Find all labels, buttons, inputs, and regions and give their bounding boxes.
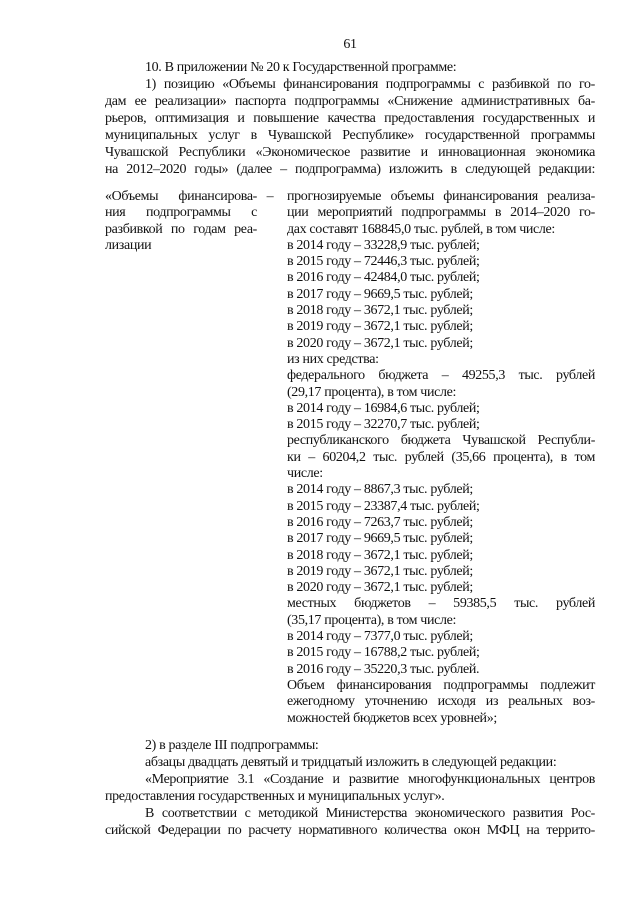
table-label-line: разбивкой по годам реа- — [105, 221, 257, 237]
table-value-line: федерального бюджета – 49255,3 тыс. рублей — [287, 368, 595, 384]
table-value-line: в 2016 году – 7263,7 тыс. рублей; — [287, 514, 473, 530]
table-value-line: в 2018 году – 3672,1 тыс. рублей; — [287, 303, 473, 319]
table-value-line: числе: — [287, 466, 323, 482]
table-value-line: в 2016 году – 42484,0 тыс. рублей; — [287, 270, 480, 286]
paragraph-line: предоставления государственных и муниципальных услуг». — [105, 789, 445, 804]
table-value-line: в 2014 году – 16984,6 тыс. рублей; — [287, 400, 480, 416]
table-value-line: в 2015 году – 72446,3 тыс. рублей; — [287, 254, 480, 270]
paragraph-line: сийской Федерации по расчету нормативного количества окон МФЦ на террито- — [105, 823, 595, 838]
table-value-line: в 2015 году – 32270,7 тыс. рублей; — [287, 417, 480, 433]
paragraph-line: 2) в разделе III подпрограммы: — [145, 738, 319, 753]
intro-paragraph — [105, 59, 595, 178]
table-value-line: в 2015 году – 23387,4 тыс. рублей; — [287, 498, 480, 514]
table-value-line: Объем финансирования подпрограммы подлежит — [287, 677, 595, 693]
table-value-line: в 2019 году – 3672,1 тыс. рублей; — [287, 319, 473, 335]
table-value-line: ки – 60204,2 тыс. рублей (35,66 процента), в том — [287, 449, 595, 465]
paragraph-line: 1) позицию «Объемы финансирования подпрограммы с разбивкой по го- — [145, 77, 595, 92]
paragraph-line: на 2012–2020 годы» (далее – подпрограмма) изложить в следующей редакции: — [105, 162, 595, 177]
table-value-line: из них средства: — [287, 351, 379, 367]
table-value-line: в 2018 году – 3672,1 тыс. рублей; — [287, 547, 473, 563]
table-label-line: ния подпрограммы с — [105, 205, 257, 221]
table-label-line: «Объемы финансирова- — [105, 189, 257, 204]
table-value-line: (35,17 процента), в том числе: — [287, 612, 456, 628]
table-value-line: в 2020 году – 3672,1 тыс. рублей; — [287, 335, 473, 351]
table-value-line: в 2016 году – 35220,3 тыс. рублей. — [287, 661, 480, 677]
table-value-line: в 2019 году – 3672,1 тыс. рублей; — [287, 563, 473, 579]
table-value-line: в 2017 году – 9669,5 тыс. рублей; — [287, 531, 473, 547]
paragraph-line: рьеров, оптимизация и повышение качества предоставления государственных и — [105, 111, 595, 126]
table-value-line: дах составят 168845,0 тыс. рублей, в том числе: — [287, 221, 555, 237]
table-value-line: ежегодному уточнению исходя из реальных воз- — [287, 694, 595, 710]
table-value-line: в 2020 году – 3672,1 тыс. рублей; — [287, 580, 473, 596]
table-value-line: в 2017 году – 9669,5 тыс. рублей; — [287, 286, 473, 302]
table-value-line: в 2015 году – 16788,2 тыс. рублей; — [287, 645, 480, 661]
table-value-line: ции мероприятий подпрограммы в 2014–2020 го- — [287, 205, 595, 221]
table-separator-dash: – — [266, 189, 274, 204]
paragraph-line: 10. В приложении № 20 к Государственной программе: — [145, 60, 457, 75]
paragraph-line: Чувашской Республики «Экономическое развитие и инновационная экономика — [105, 145, 595, 160]
section-iii-paragraphs — [105, 737, 595, 839]
paragraph-line: В соответствии с методикой Министерства экономического развития Рос- — [145, 806, 595, 821]
table-value-line: можностей бюджетов всех уровней»; — [287, 710, 497, 726]
passport-table-value-cell — [287, 189, 595, 727]
table-value-line: в 2014 году – 7377,0 тыс. рублей; — [287, 629, 473, 645]
paragraph-line: дам ее реализации» паспорта подпрограммы «Снижение административных ба- — [105, 94, 595, 109]
table-value-line: республиканского бюджета Чувашской Республи- — [287, 433, 595, 449]
table-value-line: прогнозируемые объемы финансирования реализа- — [287, 189, 595, 204]
paragraph-line: «Мероприятие 3.1 «Создание и развитие многофункциональных центров — [145, 772, 595, 787]
table-label-line: лизации — [105, 237, 152, 253]
table-value-line: (29,17 процента), в том числе: — [287, 384, 456, 400]
paragraph-line: муниципальных услуг в Чувашской Республике» государственной программы — [105, 128, 595, 143]
paragraph-line: абзацы двадцать девятый и тридцатый изложить в следующей редакции: — [145, 755, 557, 770]
table-value-line: в 2014 году – 33228,9 тыс. рублей; — [287, 237, 480, 253]
passport-table-label-cell — [105, 189, 257, 254]
page-number: 61 — [343, 37, 357, 52]
table-value-line: в 2014 году – 8867,3 тыс. рублей; — [287, 482, 473, 498]
table-value-line: местных бюджетов – 59385,5 тыс. рублей — [287, 596, 595, 612]
